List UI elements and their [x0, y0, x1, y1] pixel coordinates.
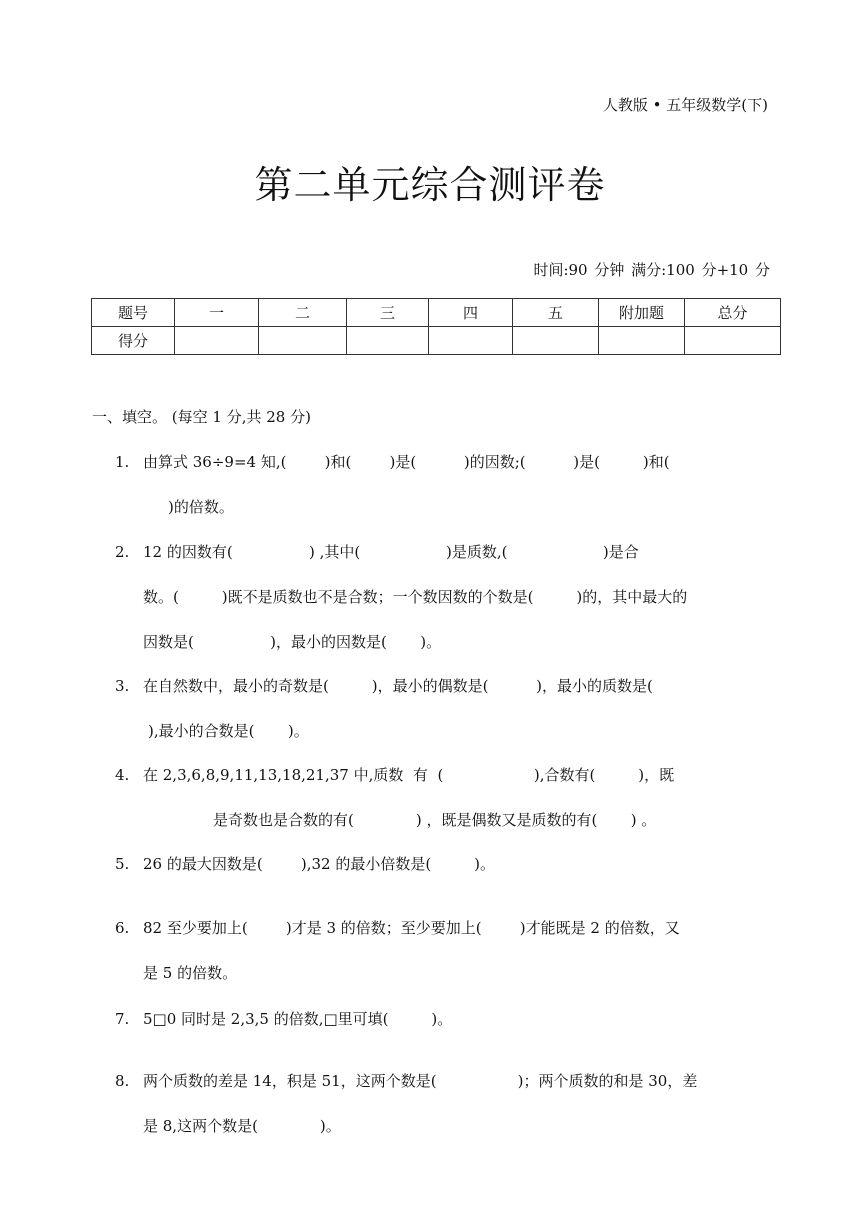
question-line: )的倍数。: [168, 498, 234, 516]
score-header-cell: 一: [175, 299, 259, 327]
score-entry-cell[interactable]: [429, 327, 513, 355]
page-title: 第二单元综合测评卷: [254, 163, 606, 207]
question-number: 4.: [115, 766, 130, 784]
question-number: 6.: [115, 919, 130, 937]
score-entry-cell[interactable]: [513, 327, 599, 355]
score-table-score-row: [92, 327, 781, 355]
score-entry-cell[interactable]: [685, 327, 781, 355]
score-entry-cell[interactable]: [599, 327, 685, 355]
question-number: 3.: [115, 677, 130, 695]
question-line: 是 8,这两个数是( )。: [143, 1117, 341, 1135]
score-table: [91, 298, 781, 355]
question-line: 在自然数中，最小的奇数是( )，最小的偶数是( )，最小的质数是(: [143, 677, 653, 695]
score-header-cell: 附加题: [599, 299, 685, 327]
score-entry-cell[interactable]: [259, 327, 347, 355]
question-line: 由算式 36÷9=4 知,( )和( )是( )的因数;( )是( )和(: [143, 453, 670, 471]
question-line: 26 的最大因数是( ),32 的最小倍数是( )。: [143, 855, 495, 873]
score-header-cell: 三: [347, 299, 429, 327]
score-header-cell: 总分: [685, 299, 781, 327]
question-line: 是 5 的倍数。: [143, 964, 238, 982]
score-header-cell: 二: [259, 299, 347, 327]
question-line: 数。( )既不是质数也不是合数；一个数因数的个数是( )的，其中最大的: [143, 588, 688, 606]
section-title: 一、填空。 (每空 1 分,共 28 分): [92, 408, 311, 426]
score-header-cell: 题号: [92, 299, 175, 327]
score-entry-cell[interactable]: [175, 327, 259, 355]
question-number: 5.: [115, 855, 130, 873]
question-number: 1.: [115, 453, 130, 471]
score-row-label: 得分: [92, 327, 175, 355]
question-number: 7.: [115, 1010, 130, 1028]
question-line: 在 2,3,6,8,9,11,13,18,21,37 中,质数 有 ( ),合数有( )，既: [143, 766, 675, 784]
score-header-cell: 五: [513, 299, 599, 327]
question-line: 因数是( )，最小的因数是( )。: [143, 633, 442, 651]
question-line: 5□0 同时是 2,3,5 的倍数,□里可填( )。: [143, 1010, 453, 1028]
question-line: 两个质数的差是 14，积是 51，这两个数是( )；两个质数的和是 30，差: [143, 1072, 698, 1090]
question-line: 82 至少要加上( )才是 3 的倍数；至少要加上( )才能既是 2 的倍数，又: [143, 919, 680, 937]
score-table-header-row: [92, 299, 781, 327]
edition-label: 人教版 • 五年级数学(下): [602, 96, 768, 114]
question-line: ),最小的合数是( )。: [148, 722, 309, 740]
score-header-cell: 四: [429, 299, 513, 327]
question-number: 8.: [115, 1072, 130, 1090]
question-line: 是奇数也是合数的有( ) ，既是偶数又是质数的有( ) 。: [213, 811, 657, 829]
question-number: 2.: [115, 543, 130, 561]
score-entry-cell[interactable]: [347, 327, 429, 355]
time-score-info: 时间:90 分钟 满分:100 分+10 分: [533, 261, 770, 279]
question-line: 12 的因数有( ) ,其中( )是质数,( )是合: [143, 543, 639, 561]
